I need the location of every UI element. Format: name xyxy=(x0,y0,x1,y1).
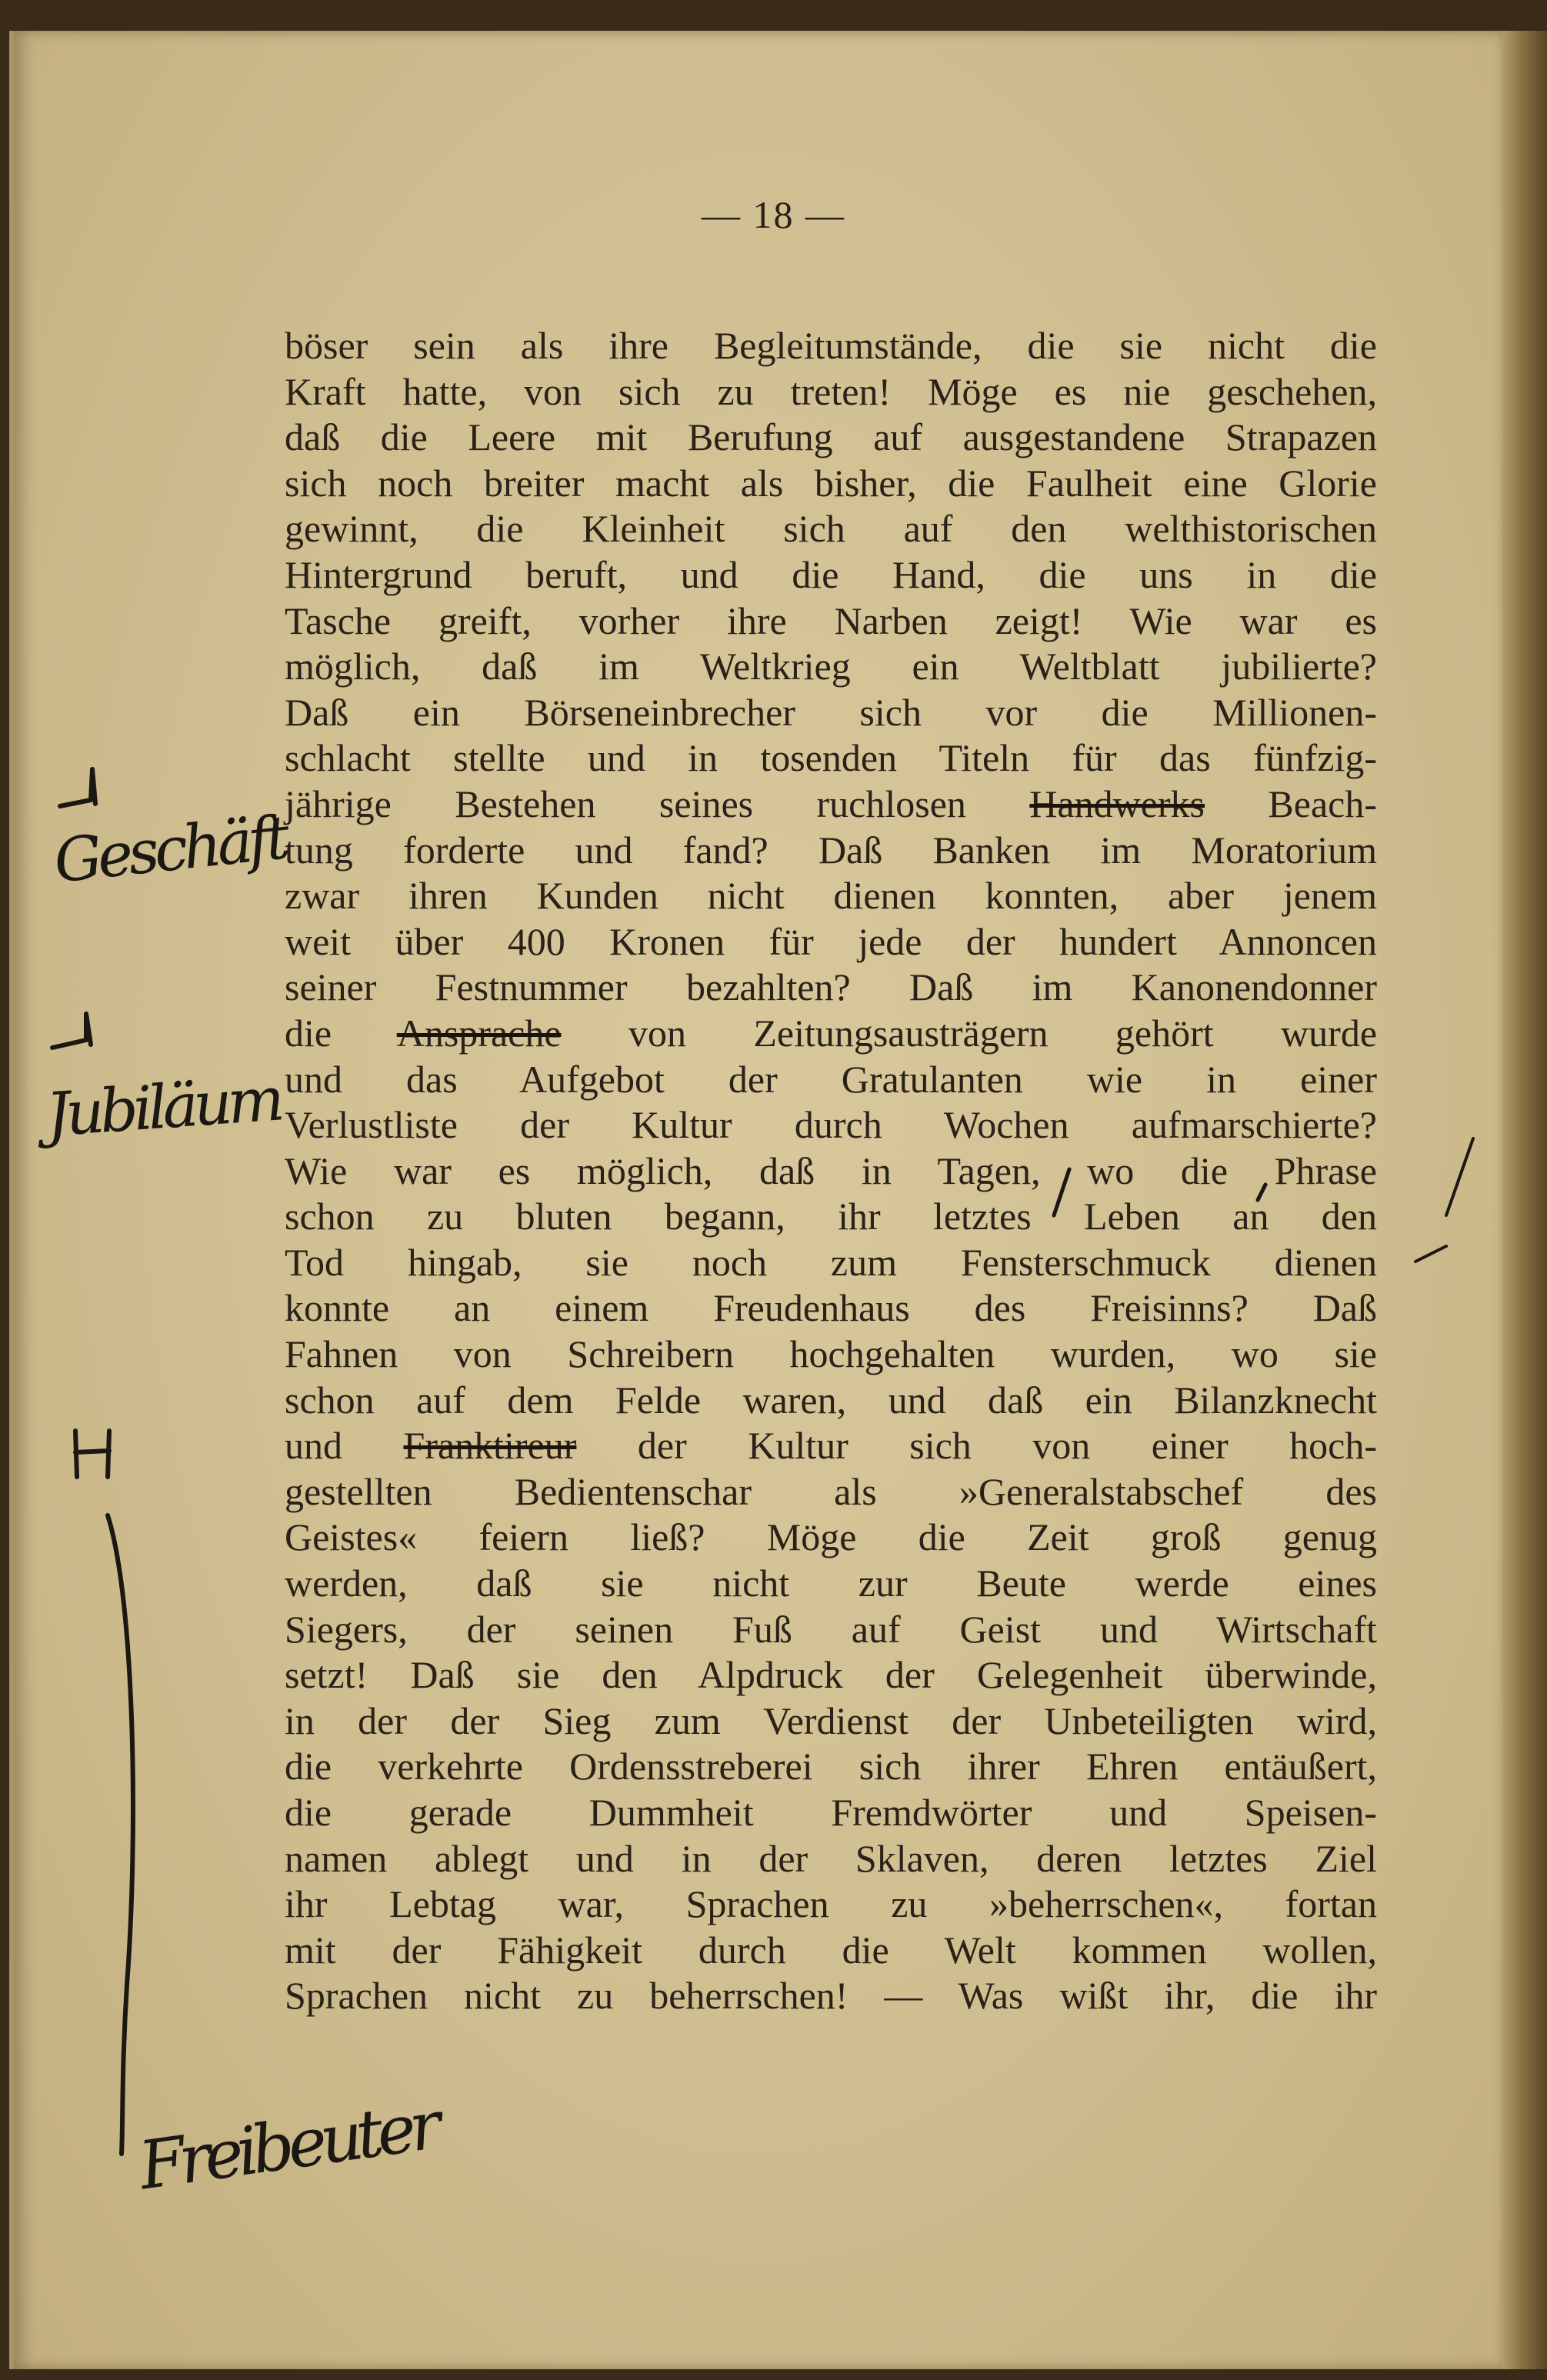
text-line: Daß ein Börseneinbrecher sich vor die Millionen- xyxy=(285,690,1377,734)
text-line: gewinnt, die Kleinheit sich auf den welthistorischen xyxy=(285,507,1377,551)
text-line: Hintergrund beruft, und die Hand, die uns in die xyxy=(285,552,1377,596)
text-line: schon auf dem Felde waren, und daß ein Bilanzknecht xyxy=(285,1378,1377,1422)
text-segment: jährige Bestehen seines ruchlosen xyxy=(285,782,966,825)
text-line: und das Aufgebot der Gratulanten wie in einer xyxy=(285,1057,1377,1101)
text-line: sich noch breiter macht als bisher, die Faulheit eine Glorie xyxy=(285,461,1377,505)
text-segment: und xyxy=(285,1424,342,1468)
text-line xyxy=(285,1423,1377,1469)
struck-word: Handwerks xyxy=(1029,782,1205,825)
text-line: schlacht stellte und in tosenden Titeln für das fünfzig- xyxy=(285,736,1377,780)
text-line: Siegers, der seinen Fuß auf Geist und Wirtschaft xyxy=(285,1607,1377,1651)
text-line: schon zu bluten begann, ihr letztes Leben an den xyxy=(285,1195,1377,1238)
text-line: Verlustliste der Kultur durch Wochen aufmarschierte? xyxy=(285,1103,1377,1147)
text-segment: Beach- xyxy=(1268,782,1377,825)
text-line: tung forderte und fand? Daß Banken im Moratorium xyxy=(285,828,1377,872)
page-edge xyxy=(1502,31,1547,2369)
text-line: Fahnen von Schreibern hochgehalten wurden, wo sie xyxy=(285,1332,1377,1376)
text-line: möglich, daß im Weltkrieg ein Weltblatt jubilierte? xyxy=(285,645,1377,688)
text-line: die gerade Dummheit Fremdwörter und Speisen- xyxy=(285,1791,1377,1834)
text-line: Kraft hatte, von sich zu treten! Möge es nie geschehen, xyxy=(285,369,1377,413)
text-line xyxy=(285,1011,1377,1057)
text-line xyxy=(285,782,1377,828)
text-line: werden, daß sie nicht zur Beute werde eines xyxy=(285,1562,1377,1605)
text-line: Tod hingab, sie noch zum Fensterschmuck dienen xyxy=(285,1240,1377,1284)
text-line: ihr Lebtag war, Sprachen zu »beherrschen«, fortan xyxy=(285,1882,1377,1926)
margin-note: Freibeuter xyxy=(134,2087,441,2205)
margin-note: Geschäft xyxy=(51,803,289,897)
margin-note: Jubiläum xyxy=(44,1065,282,1151)
text-segment: die xyxy=(285,1011,332,1055)
body-text xyxy=(285,323,1377,2019)
text-line: Tasche greift, vorher ihre Narben zeigt! Wie war es xyxy=(285,598,1377,642)
text-line: weit über 400 Kronen für jede der hundert Annoncen xyxy=(285,919,1377,963)
text-line: mit der Fähigkeit durch die Welt kommen wollen, xyxy=(285,1928,1377,1972)
text-line: böser sein als ihre Begleitumstände, die sie nicht die xyxy=(285,324,1377,367)
text-line: Geistes« feiern ließ? Möge die Zeit groß genug xyxy=(285,1515,1377,1559)
text-line: setzt! Daß sie den Alpdruck der Gelegenheit überwinde, xyxy=(285,1653,1377,1697)
text-segment: der Kultur sich von einer hoch- xyxy=(637,1424,1378,1468)
struck-word: Ansprache xyxy=(396,1011,562,1055)
text-line: seiner Festnummer bezahlten? Daß im Kanonendonner xyxy=(285,965,1377,1009)
text-line: gestellten Bedientenschar als »Generalstabschef des xyxy=(285,1469,1377,1513)
text-line: die verkehrte Ordensstreberei sich ihrer Ehren entäußert, xyxy=(285,1745,1377,1788)
struck-word: Franktireur xyxy=(403,1424,577,1468)
text-line: Sprachen nicht zu beherrschen! — Was wißt ihr, die ihr xyxy=(285,1974,1377,2018)
text-line: zwar ihren Kunden nicht dienen konnten, aber jenem xyxy=(285,874,1377,918)
text-line: in der der Sieg zum Verdienst der Unbeteiligten wird, xyxy=(285,1698,1377,1742)
text-line: Wie war es möglich, daß in Tagen, wo die Phrase xyxy=(285,1148,1377,1192)
text-line: namen ablegt und in der Sklaven, deren letztes Ziel xyxy=(285,1836,1377,1880)
text-line: daß die Leere mit Berufung auf ausgestandene Strapazen xyxy=(285,415,1377,459)
text-segment: von Zeitungsausträgern gehört wurde xyxy=(628,1011,1378,1055)
text-line: konnte an einem Freudenhaus des Freisinns? Daß xyxy=(285,1286,1377,1330)
page-number: — 18 — xyxy=(702,193,845,236)
